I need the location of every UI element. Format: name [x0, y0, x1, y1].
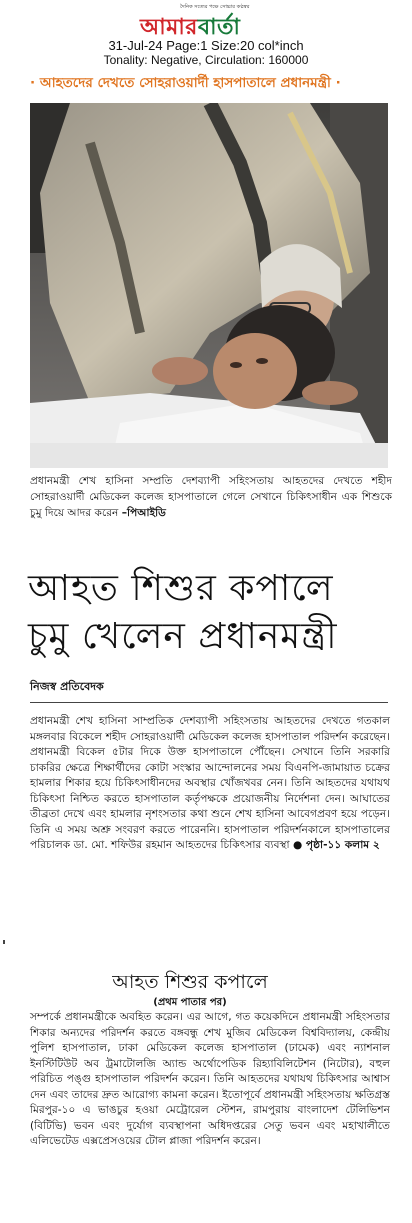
tonality-circulation-line: Tonality: Negative, Circulation: 160000: [103, 53, 309, 67]
article-body: [30, 714, 390, 854]
headline: [28, 565, 393, 661]
headline-line-2: চুমু খেলেন প্রধানমন্ত্রী: [28, 616, 338, 657]
logo-part-2: বার্তা: [197, 15, 241, 40]
divider: [30, 702, 388, 703]
news-photo: [30, 103, 388, 468]
headline-line-1: আহত শিশুর কপালে: [28, 568, 334, 609]
logo-part-1: আমার: [140, 15, 198, 40]
continuation-title: আহত শিশুর কপালে: [112, 971, 268, 993]
photo-illustration: [30, 103, 388, 468]
masthead-tagline: দৈনিক সত্যের পক্ষে সোচ্চার কণ্ঠস্বর: [180, 4, 250, 10]
continuation-subtitle: (প্রথম পাতার পর): [153, 997, 227, 1008]
reporter-byline: নিজস্ব প্রতিবেদক: [30, 680, 104, 693]
story-kicker: · আহতদের দেখতে সোহরাওয়ার্দী হাসপাতালে প্রধানমন্ত্রী ·: [30, 75, 341, 91]
photo-caption: [30, 473, 392, 521]
continuation-body: সম্পর্কে প্রধানমন্ত্রীকে অবহিত করেন। এর আগে, গত কয়েকদিনে প্রধানমন্ত্রী সহিংসতার শিকার অন্যদের পরিদর্শন করতে বঙ্গবন্ধু শেখ মুজিব মেডিকেল বিশ্ববিদ্যালয়, কেন্দ্রীয় পুলিশ হাসপাতাল, ঢাকা মেডিকেল কলেজ হাসপাতাল (ঢামেক) এবং ন্যাশনাল ইনস্টিটিউট অব ট্রমাটোলজি অ্যান্ড অর্থোপেডিক রিহ্যাবিলিটেশন (নিটোর), বহুল পরিচিত পঙ্গু হাসপাতাল পরিদর্শন করেন। তিনি আহতদের যথাযথ চিকিৎসার আশ্বাস দেন এবং তাদের দ্রুত আরোগ্য কামনা করেন। ইতোপূর্বে প্রধানমন্ত্রী সহিংসতায় ক্ষতিগ্রস্ত মিরপুর-১০ এ ভাঙচুর হওয়া মেট্রোরেল স্টেশন, রামপুরায় বাংলাদেশ টেলিভিশন (বিটিভি) ভবন এবং দুর্যোগ ব্যবস্থাপনা অধিদপ্তরের সেতু ভবন এবং মহাখালীতে এলিভেটেড এক্সপ্রেসওয়ের টোল প্লাজা পরিদর্শন করেন।: [30, 1011, 390, 1147]
photo-credit: –পিআইডি: [121, 507, 166, 519]
caption-text: প্রধানমন্ত্রী শেখ হাসিনা সম্প্রতি দেশব্যাপী সহিংসতায় আহতদের দেখতে শহীদ সোহরাওয়ার্দী মেডিকেল কলেজ হাসপাতালে গেলে সেখানে চিকিৎসাধীন এক শিশুকে চুমু দিয়ে আদর করেন: [30, 475, 392, 519]
clipping-info-line: 31-Jul-24 Page:1 Size:20 col*inch: [108, 38, 304, 53]
margin-mark: [3, 940, 5, 944]
article-paragraph: প্রধানমন্ত্রী শেখ হাসিনা সাম্প্রতিক দেশব্যাপী সহিংসতায় আহতদের দেখতে গতকাল মঙ্গলবার বিকেলে শহীদ সোহরাওয়ার্দী মেডিকেল কলেজ হাসপাতাল পরিদর্শন করেছেন। প্রধানমন্ত্রী বিকেল ৫টার দিকে উক্ত হাসপাতালে পৌঁছেন। সেখানে তিনি সরকারি চাকরির ক্ষেত্রে শিক্ষার্থীদের কোটা সংস্কার আন্দোলনের সময় বিএনপি-জামায়াত চক্রের হামলার শিকার হয়ে চিকিৎসাধীনদের অবস্থার খোঁজখবর নেন। তিনি আহতদের যথাযথ চিকিৎসা নিশ্চিত করতে হাসপাতাল কর্তৃপক্ষকে প্রয়োজনীয় নির্দেশনা দেন। আঘাতের তীব্রতা দেখে এবং হামলার নৃশংসতার কথা শুনে শেখ হাসিনা আবেগপ্রবণ হয়ে পড়েন। তিনি এ সময় অশ্রু সংবরণ করতে পারেননি। হাসপাতাল পরিদর্শনকালে হাসপাতালের পরিচালক ডা. মো. শফিউর রহমান আহতদের চিকিৎসার ব্যবস্থা: [30, 715, 390, 851]
masthead: [120, 4, 300, 38]
continued-on-page-marker: ● পৃষ্ঠা-১১ কলাম ২: [292, 839, 380, 851]
